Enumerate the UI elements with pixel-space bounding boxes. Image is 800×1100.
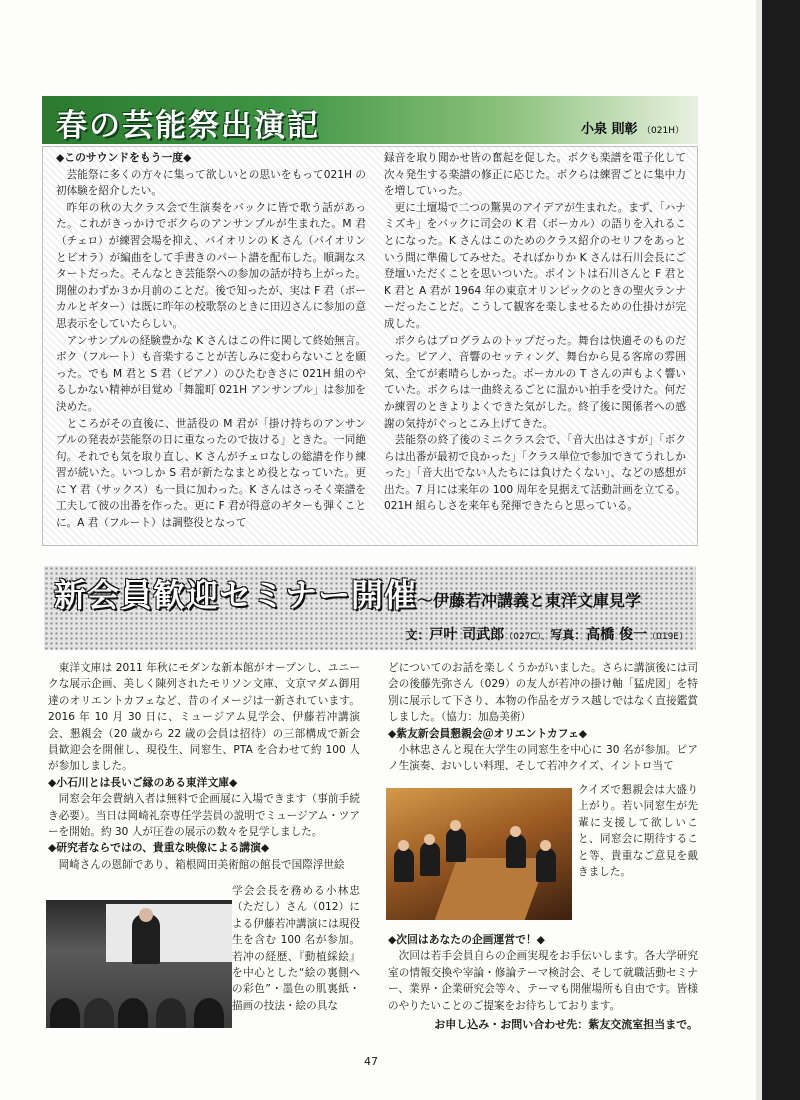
guest-face bbox=[540, 840, 551, 851]
article1-paragraph: アンサンブルの経験豊かな K さんはこの件に関して終始無言。ボク（フルート）も音楽することが苦しみに変わらないことを願った。でも M 君と S 君（ピアノ）のひたむきさに 021H 組のやるしかない精神が目覚め「舞籠町 021H アンサンブル」は参加を決めた。 bbox=[56, 334, 366, 413]
guest-figure bbox=[536, 848, 556, 882]
article2-heading-a: ◆小石川とは長いご縁のある東洋文庫◆ bbox=[48, 775, 238, 789]
credit-photo-label: 写真： bbox=[550, 628, 587, 642]
article2-paragraph-c-full: 小林忠さんと現在大学生の同窓生を中心に 30 名が参加。ピアノ生演奏、おいしい料理、そして若冲クイズ、イントロ当て bbox=[388, 744, 698, 773]
page-number: 47 bbox=[364, 1055, 378, 1068]
article2-paragraph-c-narrow: クイズで懇親会は大盛り上がり。若い同窓生が先輩に支援して欲しいこと、同窓会に期待すること等、貴重なご意見を戴きました。 bbox=[578, 784, 698, 879]
article1-heading: ◆このサウンドをもう一度◆ bbox=[56, 151, 192, 164]
credit-text-label: 文： bbox=[405, 628, 430, 642]
article2-paragraph-b-narrow: 学会会長を務める小林忠（ただし）さん（012）による伊藤若冲講演には現役生を含む 100 名が参加。若冲の経歴、『動植綵絵』を中心とした“絵の裏側への彩色”・墨色の肌裏紙・描画の技法・絵の具な bbox=[232, 885, 360, 1012]
speaker-head bbox=[139, 908, 153, 922]
article1-column-right bbox=[384, 150, 686, 515]
contact-line: お申し込み・お問い合わせ先：紫友交流室担当まで。 bbox=[434, 1018, 698, 1031]
scan-edge-dark bbox=[762, 0, 800, 1100]
article2-title: 新会員歓迎セミナー開催 bbox=[54, 576, 418, 614]
article1-paragraph: 昨年の秋の大クラス会で生演奏をバックに皆で歌う話があった。これがきっかけでボクらのアンサンブルが生まれた。M 君（チェロ）が練習会場を抑え、バイオリンの K さん（バイオリンとビオラ）が編曲をして手書きのパート譜を配布した。順調なスタートだった。そんなとき芸能祭への参加の話が持ち上がった。開催のわずか３か月前のことだ。後で知ったが、実は F 君（ボーカルとギター）は既に昨年の校歌祭のときに田辺さんに参加の意思表示をしていたらしい。 bbox=[56, 201, 366, 330]
audience-figure bbox=[194, 998, 224, 1028]
lecture-photo bbox=[46, 900, 232, 1028]
party-photo bbox=[386, 788, 572, 920]
credit-photo-class: （019E） bbox=[647, 632, 688, 642]
article1-paragraph: 更に土壇場で二つの驚異のアイデアが生まれた。まず、「ハナミズキ」をバックに司会の K 君（ボーカル）の語りを入れることになった。K さんはこのためのクラス紹介のセリフをあっという間に準備してみせた。そればかりか K さんは石川会長にご登壇いただくことを思いついた。ポイントは石川さんと F 君と K 君と A 君が 1964 年の東京オリンピックのときの聖火ランナーだったことだ。こうして観客を楽しませるための仕掛けが完成した。 bbox=[384, 201, 686, 330]
guest-figure bbox=[420, 842, 440, 876]
article2-heading-b: ◆研究者ならではの、貴重な映像による講演◆ bbox=[48, 841, 270, 855]
article2-paragraph-a: 同窓会年会費納入者は無料で企画展に入場できます（事前手続き必要）。当日は岡崎礼奈専任学芸員の説明でミュージアム・ツアーを開始。約 30 人が圧巻の展示の数々を見学しました。 bbox=[48, 793, 360, 839]
guest-figure bbox=[506, 834, 526, 868]
article1-author bbox=[581, 118, 684, 137]
article1-author-name: 小泉 則彰 bbox=[580, 122, 638, 137]
article1-author-class: （021H） bbox=[642, 126, 684, 136]
article1-paragraph: 芸能祭に多くの方々に集って欲しいとの思いをもって021H の初体験を紹介したい。 bbox=[56, 168, 366, 198]
article2-paragraph-c-top: どについてのお話を楽しくうかがいました。さらに講演後には司会の後藤先弥さん（029）の友人が若冲の掛け軸「猛虎図」を特別に展示して下さり、本物の作品をガラス越しではなく直接鑑賞しました。（協力：加島美術） bbox=[388, 662, 698, 724]
audience-figure bbox=[50, 998, 80, 1028]
article2-title-line bbox=[54, 570, 641, 616]
article2-right-column bbox=[388, 660, 698, 775]
article2-banner bbox=[44, 566, 696, 650]
guest-face bbox=[450, 820, 461, 831]
article1-column-left bbox=[56, 150, 366, 532]
article2-left-column bbox=[48, 660, 360, 873]
article2-heading-d: ◆次回はあなたの企画運営で！◆ bbox=[388, 933, 545, 946]
article2-intro: 東洋文庫は 2011 年秋にモダンな新本館がオープンし、ユニークな展示企画、美しく陳列されたモリソン文庫、文京マダム御用達のオリエントカフェなど、昔のイメージは一新されています。2016 年 10 月 30 日に、ミュージアム見学会、伊藤若冲講演会、懇親会（20 歳から 22 歳の会員は招待）の三部構成で新会員歓迎会を開催し、現役生、同窓生、PTA を合わせて約 100 人が参加しました。 bbox=[48, 662, 360, 773]
article2-bottom-right bbox=[388, 932, 698, 1014]
lecture-screen bbox=[106, 904, 232, 962]
article1-paragraph: 録音を取り聞かせ皆の奮起を促した。ボクも楽譜を電子化して次々発生する楽譜の修正に応じた。ボクらは練習ごとに集中力を増していった。 bbox=[384, 152, 686, 198]
party-table bbox=[435, 858, 548, 920]
audience-figure bbox=[118, 998, 148, 1028]
audience-figure bbox=[84, 998, 114, 1028]
article1-paragraph: ボクらはプログラムのトップだった。舞台は快適そのものだった。ピアノ、音響のセッティング、舞台から見る客席の雰囲気、全てが素晴らしかった。ボーカルの T さんの声もよく響いていた。ボクらは一曲終えるごとに温かい拍手を受けた。何だか練習のときよりよくできた気がした。終了後に関係者への感謝の気持がぐっとこみ上げてきた。 bbox=[384, 334, 686, 430]
guest-face bbox=[398, 840, 409, 851]
guest-face bbox=[424, 834, 435, 845]
credit-photo-name: 高橋 俊一 bbox=[586, 627, 648, 643]
article2-paragraph-d: 次回は若手会員自らの企画実現をお手伝いします。各大学研究室の情報交換や宰論・修論テーマ検討会、そして就職活動セミナー、業界・企業研究会等々、テーマも開催場所も自由です。皆様のやりたいことのご提案をお待ちしております。 bbox=[388, 950, 698, 1012]
article1-banner bbox=[42, 96, 698, 144]
article2-heading-c: ◆紫友新会員懇親会＠オリエントカフェ◆ bbox=[388, 726, 588, 740]
guest-figure bbox=[446, 828, 466, 862]
credit-text-class: （027C）、 bbox=[504, 632, 551, 642]
guest-face bbox=[510, 826, 521, 837]
article1-paragraph: 芸能祭の終了後のミニクラス会で、「音大出はさすが」「ボクらは出番が最初で良かった」「クラス単位で参加できてうれしかった」「音大出でない人たちには負けたくない」、などの感想が出た。7 月には来年の 100 周年を見据えて活動計画を立てる。021H 組らしさを来年も発揮できたらと思っている。 bbox=[384, 434, 686, 513]
article1-title: 春の芸能祭出演記 bbox=[56, 108, 320, 144]
article2-credit bbox=[405, 624, 688, 644]
guest-figure bbox=[394, 848, 414, 882]
article2-paragraph-b-full: 岡崎さんの恩師であり、箱根岡田美術館の館長で国際浮世絵 bbox=[58, 858, 345, 871]
article1-paragraph: ところがその直後に、世話役の M 君が「掛け持ちのアンサンブルの発表が芸能祭の日に重なったので抜ける」ときた。一同絶句。それでも気を取り直し、K さんがチェロなしの総譜を作り練習が続いた。いつしか S 君が新たなまとめ役となっていた。更に Y 君（サックス）も一員に加わった。K さんはさっそく楽譜を工夫して彼の出番を作った。更に F 君が得意のギターも弾くことに。A 君（フルート）は調整役となって bbox=[56, 417, 366, 530]
article2-subtitle: 〜伊藤若冲講義と東洋文庫見学 bbox=[417, 591, 642, 610]
audience-figure bbox=[156, 998, 186, 1028]
credit-text-name: 戸叶 司武郎 bbox=[429, 627, 505, 643]
